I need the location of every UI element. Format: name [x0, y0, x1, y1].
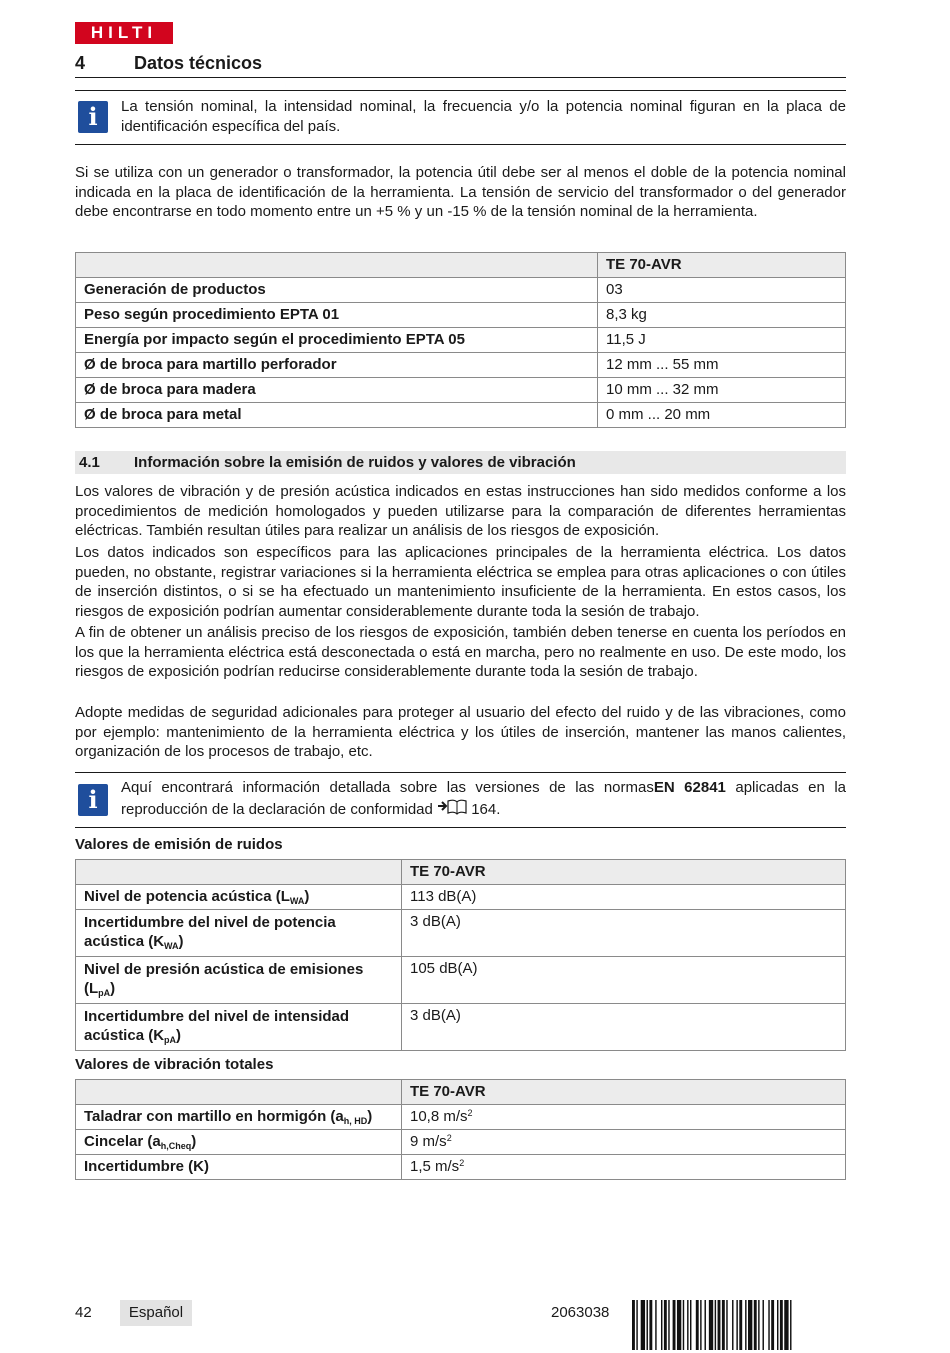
- section-heading: [75, 451, 846, 474]
- noise-heading: Valores de emisión de ruidos: [75, 836, 283, 853]
- barcode-bar: [780, 1300, 783, 1350]
- row-value: 105 dB(A): [402, 957, 846, 1004]
- barcode-bar: [683, 1300, 684, 1350]
- tech-data-table: [75, 252, 846, 428]
- row-value: 8,3 kg: [598, 303, 846, 328]
- table-row: [76, 1004, 846, 1051]
- paragraph-safety: Adopte medidas de seguridad adicionales para proteger al usuario del efecto del ruido y de las vibraciones, como por ejemplo: mantenimiento de la herramienta eléctrica y los útiles de inserción, mantener las manos calientes, organización de los procesos de trabajo, etc.: [75, 704, 846, 760]
- barcode-bar: [677, 1300, 681, 1350]
- barcode-bar: [715, 1300, 716, 1350]
- row-value: 12 mm ... 55 mm: [598, 353, 846, 378]
- row-label: Nivel de potencia acústica $(L_{WA})$: [76, 885, 402, 910]
- table-header-empty: [76, 1080, 402, 1105]
- barcode-bar: [748, 1300, 752, 1350]
- section-number: 4.1: [79, 454, 100, 471]
- section-title: Información sobre la emisión de ruidos y valores de vibración: [134, 454, 576, 471]
- table-row: [76, 353, 846, 378]
- barcode-bar: [673, 1300, 676, 1350]
- note-text-pre: Aquí encontrará información detallada sobre las versiones de las normas: [121, 779, 654, 796]
- generator-paragraph: Si se utiliza con un generador o transformador, la potencia útil debe ser al menos el doble de la potencia nominal indicada en la placa de identificación de la herramienta. La tensión de servicio del transformador o del generador debe encontrarse en todo momento entre un +5 % y un -15 % de la tensión nominal de la herramienta.: [75, 164, 846, 220]
- table-header-empty: [76, 253, 598, 278]
- document-number: 2063038: [551, 1304, 610, 1321]
- row-label: Cincelar $(a_{h,Cheq})$: [76, 1130, 402, 1155]
- barcode-bar: [649, 1300, 652, 1350]
- row-value: 0 mm ... 20 mm: [598, 403, 846, 428]
- barcode-bar: [790, 1300, 791, 1350]
- info-icon: i: [78, 784, 108, 816]
- barcode-bar: [700, 1300, 701, 1350]
- language-label: Español: [120, 1300, 192, 1326]
- barcode-image: [632, 1300, 846, 1350]
- noise-table: [75, 859, 846, 1051]
- table-header-empty: [76, 860, 402, 885]
- table-header-row: [76, 1080, 846, 1105]
- row-value: 10 mm ... 32 mm: [598, 378, 846, 403]
- barcode-bar: [636, 1300, 637, 1350]
- barcode-bar: [690, 1300, 691, 1350]
- table-row: [76, 403, 846, 428]
- row-value: 9 $m/s^2$: [402, 1130, 846, 1155]
- table-row: [76, 303, 846, 328]
- barcode-bar: [758, 1300, 759, 1350]
- row-value: 113 dB(A): [402, 885, 846, 910]
- row-label: Generación de productos: [76, 278, 598, 303]
- page-reference-icon: [437, 799, 467, 815]
- barcode-bar: [768, 1300, 769, 1350]
- table-row: [76, 1105, 846, 1130]
- row-label: Taladrar con martillo en hormigón $(a_{h, HD})$: [76, 1105, 402, 1130]
- barcode-bar: [647, 1300, 648, 1350]
- barcode-bar: [705, 1300, 706, 1350]
- barcode-bar: [784, 1300, 788, 1350]
- row-value: 3 dB(A): [402, 910, 846, 957]
- barcode-bar: [718, 1300, 721, 1350]
- barcode-bar: [771, 1300, 774, 1350]
- table-row: [76, 328, 846, 353]
- paragraph-measurement: Los valores de vibración y de presión acústica indicados en estas instrucciones han sido medidos conforme a los procedimientos de medición homologados y pueden utilizarse para la comparación de diferentes herramientas eléctricas. También resultan útiles para realizar un análisis de los riesgos de exposición.: [75, 483, 846, 539]
- barcode-bar: [655, 1300, 656, 1350]
- barcode-bar: [777, 1300, 778, 1350]
- row-label: Ø de broca para metal: [76, 403, 598, 428]
- row-value: 11,5 J: [598, 328, 846, 353]
- info-note-standards: [75, 772, 846, 828]
- row-label: Incertidumbre del nivel de potencia acústica $(K_{WA})$: [76, 910, 402, 957]
- info-note-nominal: [75, 90, 846, 145]
- barcode-bar: [754, 1300, 757, 1350]
- barcode-bar: [732, 1300, 733, 1350]
- table-header-model: TE 70-AVR: [598, 253, 846, 278]
- barcode-bar: [661, 1300, 662, 1350]
- chapter-title: Datos técnicos: [134, 53, 263, 73]
- barcode-bar: [664, 1300, 667, 1350]
- row-label: Ø de broca para madera: [76, 378, 598, 403]
- hilti-logo: HILTI: [75, 22, 173, 44]
- barcode-bar: [641, 1300, 645, 1350]
- chapter-number: 4: [75, 53, 86, 73]
- barcode-bar: [632, 1300, 635, 1350]
- barcode-bar: [745, 1300, 746, 1350]
- note-page-ref: 164.: [467, 801, 501, 818]
- barcode-bar: [687, 1300, 688, 1350]
- vibration-table: [75, 1079, 846, 1180]
- table-row: [76, 378, 846, 403]
- row-label: Energía por impacto según el procedimiento EPTA 05: [76, 328, 598, 353]
- info-icon: i: [78, 101, 108, 133]
- row-label: Incertidumbre (K): [76, 1155, 402, 1180]
- row-label: Peso según procedimiento EPTA 01: [76, 303, 598, 328]
- row-label: Nivel de presión acústica de emisiones $(L_{pA})$: [76, 957, 402, 1004]
- table-header-model: TE 70-AVR: [402, 860, 846, 885]
- row-value: 3 dB(A): [402, 1004, 846, 1051]
- barcode-bar: [709, 1300, 713, 1350]
- row-value: 10,8 $m/s^2$: [402, 1105, 846, 1130]
- table-header-row: [76, 253, 846, 278]
- row-value: 1,5 $m/s^2$: [402, 1155, 846, 1180]
- info-note-text: La tensión nominal, la intensidad nominal, la frecuencia y/o la potencia nominal figuran en la placa de identificación específica del país.: [121, 98, 846, 135]
- barcode-bar: [726, 1300, 727, 1350]
- table-row: [76, 957, 846, 1004]
- table-header-model: TE 70-AVR: [402, 1080, 846, 1105]
- vibration-heading: Valores de vibración totales: [75, 1056, 274, 1073]
- table-row: [76, 1155, 846, 1180]
- page-number: 42: [75, 1304, 92, 1321]
- table-row: [76, 278, 846, 303]
- barcode-bar: [736, 1300, 737, 1350]
- barcode-bar: [696, 1300, 699, 1350]
- paragraph-exposure: A fin de obtener un análisis preciso de los riesgos de exposición, también deben tenerse en cuenta los períodos en los que la herramienta eléctrica está desconectada o está en marcha, pero no realmente en uso. De este modo, los riesgos de exposición podrían reducirse considerablemente durante toda la sesión de trabajo.: [75, 624, 846, 680]
- table-row: [76, 910, 846, 957]
- barcode-bar: [739, 1300, 742, 1350]
- barcode-bar: [668, 1300, 669, 1350]
- chapter-heading: [75, 52, 846, 78]
- row-label: Ø de broca para martillo perforador: [76, 353, 598, 378]
- table-row: [76, 885, 846, 910]
- note-text-mid: aplicadas en la reproducción de la declaración de conformidad: [121, 779, 846, 818]
- table-header-row: [76, 860, 846, 885]
- row-label: Incertidumbre del nivel de intensidad acústica $(K_{pA})$: [76, 1004, 402, 1051]
- row-value: 03: [598, 278, 846, 303]
- paragraph-applications: Los datos indicados son específicos para las aplicaciones principales de la herramienta eléctrica. Los datos pueden, no obstante, registrar variaciones si la herramienta eléctrica se emplea para otras aplicaciones o con útiles de inserción distintos, o si se ha efectuado un mantenimiento insuficiente de la herramienta. En estos casos, los riesgos de exposición podrían aumentar considerablemente durante toda la sesión de trabajo.: [75, 544, 846, 620]
- table-row: [76, 1130, 846, 1155]
- barcode-bar: [763, 1300, 764, 1350]
- info-note-text: [121, 777, 846, 821]
- note-standard: EN 62841: [653, 779, 726, 796]
- barcode-bar: [722, 1300, 725, 1350]
